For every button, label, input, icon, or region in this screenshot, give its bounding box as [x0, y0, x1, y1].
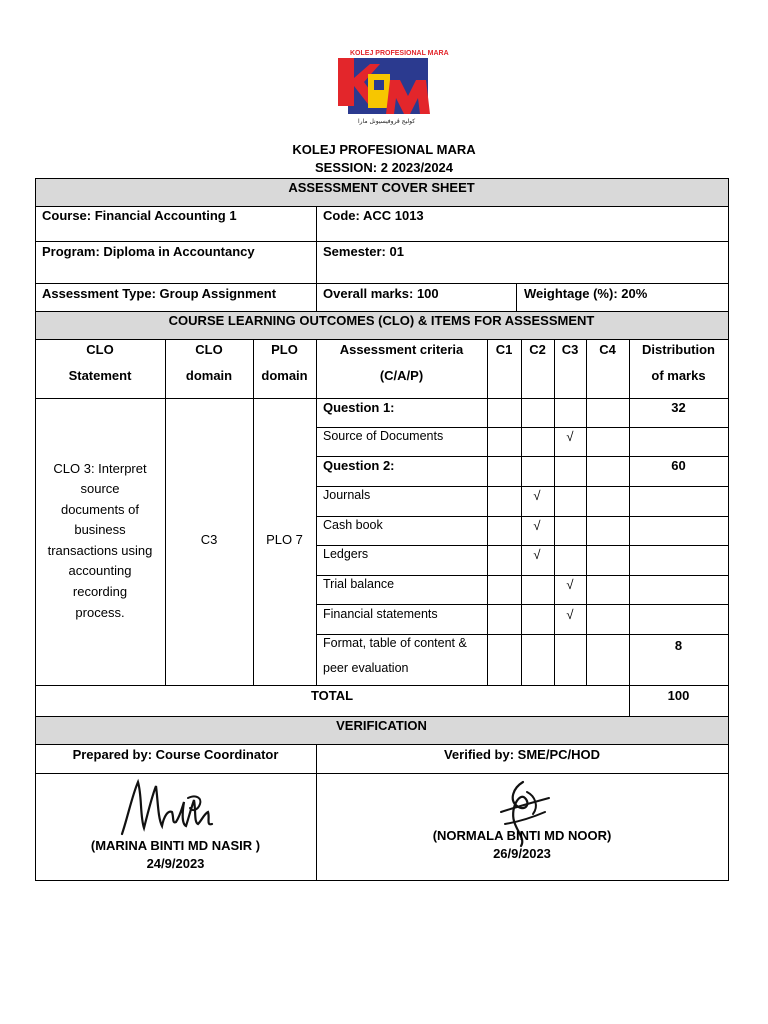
verified-date: 26/9/2023 [493, 846, 551, 861]
header-plo-domain-2: domain [261, 368, 308, 383]
code-field: Code: ACC 1013 [323, 208, 424, 223]
tick-journals-c2: √ [533, 488, 541, 503]
tick-ledgers-c2: √ [533, 547, 541, 562]
criteria-format-line-1: Format, table of content & [323, 636, 467, 650]
criteria-format-line-2: peer evaluation [323, 661, 409, 675]
clo-statement-line: business [74, 522, 126, 537]
criteria-question-1: Question 1: [323, 400, 395, 415]
verification-title: VERIFICATION [336, 718, 427, 733]
tick-source-documents-c3: √ [566, 429, 574, 444]
prepared-date: 24/9/2023 [146, 856, 205, 871]
sheet-title: ASSESSMENT COVER SHEET [288, 180, 475, 195]
header-clo-domain-1: CLO [195, 342, 223, 357]
plo-domain-value: PLO 7 [266, 532, 303, 547]
kpm-logo-icon [334, 44, 449, 126]
header-criteria-1: Assessment criteria [339, 342, 464, 357]
marks-question-2: 60 [671, 458, 686, 473]
header-clo-statement-1: CLO [86, 342, 114, 357]
header-c2: C2 [529, 342, 546, 357]
clo-statement-line: recording [72, 584, 128, 599]
header-criteria-2: (C/A/P) [379, 368, 424, 383]
clo-domain-value: C3 [200, 532, 218, 547]
clo-statement-line: CLO 3: Interpret [53, 461, 147, 476]
program-field: Program: Diploma in Accountancy [42, 244, 255, 259]
criteria-cash-book: Cash book [323, 518, 383, 532]
weightage-field: Weightage (%): 20% [524, 286, 648, 301]
header-c1: C1 [495, 342, 513, 357]
tick-financial-statements-c3: √ [566, 607, 574, 622]
header-clo-statement-2: Statement [68, 368, 132, 383]
logo-script: كوليج ڤروفيسيونل مارا [358, 118, 416, 125]
assessment-type-field: Assessment Type: Group Assignment [42, 286, 277, 301]
course-field: Course: Financial Accounting 1 [42, 208, 237, 223]
marks-question-1: 32 [671, 400, 686, 415]
prepared-signature-icon [118, 776, 228, 838]
clo-statement-line: process. [75, 605, 125, 620]
criteria-question-2: Question 2: [323, 458, 395, 473]
clo-statement-line: transactions using [47, 543, 153, 558]
prepared-name: (MARINA BINTI MD NASIR ) [90, 838, 261, 853]
verified-by-label: Verified by: SME/PC/HOD [443, 747, 601, 762]
logo-text: KOLEJ PROFESIONAL MARA [350, 50, 449, 57]
clo-section-title: COURSE LEARNING OUTCOMES (CLO) & ITEMS FOR ASSESSMENT [168, 313, 595, 328]
criteria-trial-balance: Trial balance [323, 577, 395, 591]
tick-trial-balance-c3: √ [566, 577, 574, 592]
verified-name: (NORMALA BINTI MD NOOR) [432, 828, 612, 843]
header-distribution-2: of marks [651, 368, 706, 383]
header-distribution-1: Distribution [642, 342, 715, 357]
clo-statement-line: documents of [60, 502, 140, 517]
header-c3: C3 [561, 342, 579, 357]
header-clo-domain-2: domain [185, 368, 233, 383]
kpm-logo [334, 44, 449, 126]
clo-statement-line: accounting [68, 563, 132, 578]
total-label: TOTAL [310, 688, 354, 703]
institution-name: KOLEJ PROFESIONAL MARA [292, 142, 476, 157]
criteria-source-documents: Source of Documents [323, 429, 444, 443]
criteria-financial-statements: Financial statements [323, 607, 438, 621]
header-plo-domain-1: PLO [271, 342, 298, 357]
prepared-by-label: Prepared by: Course Coordinator [72, 747, 279, 762]
criteria-ledgers: Ledgers [323, 547, 369, 561]
criteria-journals: Journals [323, 488, 371, 502]
tick-cash-book-c2: √ [533, 518, 541, 533]
session-label: SESSION: 2 2023/2024 [314, 160, 454, 175]
semester-field: Semester: 01 [323, 244, 404, 259]
marks-format: 8 [674, 638, 683, 653]
total-value: 100 [667, 688, 690, 703]
clo-statement-line: source [80, 481, 120, 496]
overall-marks-field: Overall marks: 100 [323, 286, 439, 301]
header-c4: C4 [599, 342, 616, 357]
